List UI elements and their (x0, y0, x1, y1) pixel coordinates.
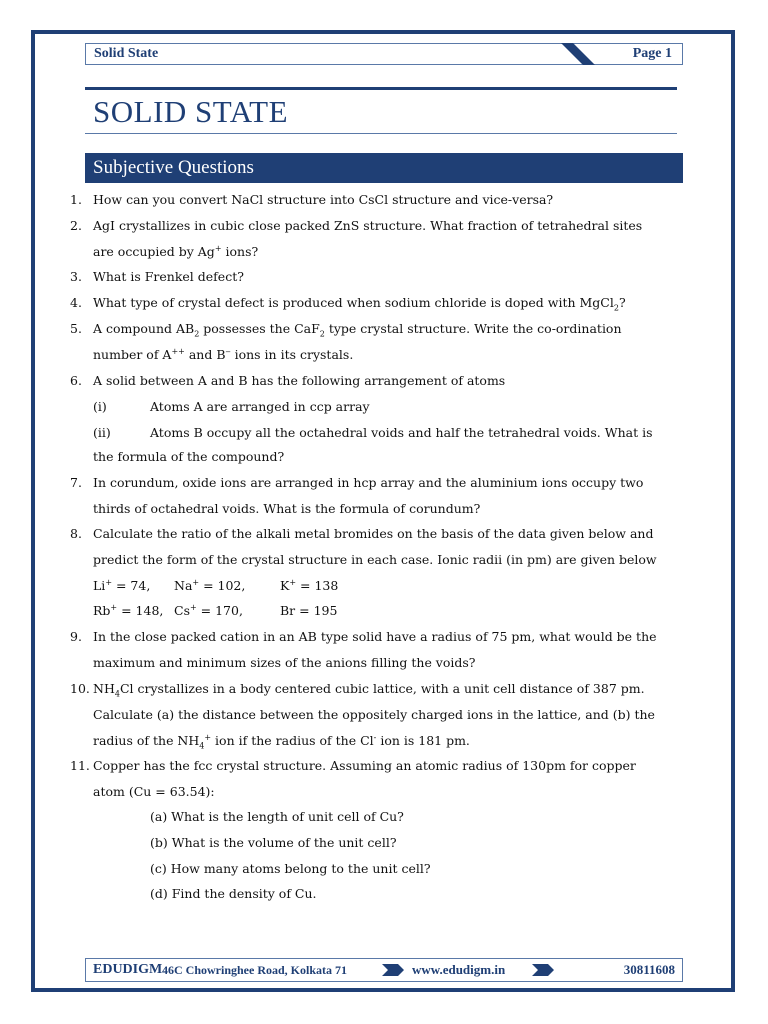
ion: Li (93, 578, 106, 593)
sub-item-text: Atoms B occupy all the octahedral voids and half the tetrahedral voids. What is (150, 425, 653, 440)
superscript: + (192, 577, 200, 587)
question-text (93, 624, 674, 676)
question-text (93, 213, 674, 265)
section-heading (85, 153, 683, 183)
running-footer (85, 958, 683, 982)
text-line: Copper has the fcc crystal structure. Assuming an atomic radius of 130pm for copper (93, 758, 636, 773)
question-8 (70, 521, 674, 573)
question-number: 6. (70, 373, 82, 388)
question-text (93, 470, 674, 522)
radii-row-2-rb (93, 598, 163, 624)
text-part: possesses the CaF (199, 321, 320, 336)
text-line: Calculate the ratio of the alkali metal bromides on the basis of the data given below and (93, 526, 654, 541)
question-number: 11. (70, 758, 90, 773)
question-number: 3. (70, 269, 82, 284)
superscript: + (289, 577, 297, 587)
text-part: ions in its crystals. (230, 347, 354, 362)
question-text (93, 521, 674, 573)
superscript: + (105, 577, 113, 587)
radii-row-2-cs (174, 598, 243, 624)
question-number: 7. (70, 475, 82, 490)
footer-phone: 30811608 (623, 962, 675, 977)
sub-question-a: (a) What is the length of unit cell of Cu? (150, 809, 404, 824)
question-text (93, 316, 674, 368)
subscript: 2 (319, 329, 325, 339)
footer-website: www.edudigm.in (412, 962, 506, 977)
question-7 (70, 470, 674, 522)
text-part: Cl crystallizes in a body centered cubic lattice, with a unit cell distance of 387 pm. (119, 681, 645, 696)
question-11 (70, 753, 674, 805)
running-header (85, 43, 683, 65)
title-rule-bottom (85, 133, 677, 134)
ion: Cs (174, 603, 190, 618)
subscript: 2 (613, 303, 619, 313)
value: = 148, (117, 603, 164, 618)
text-line: predict the form of the crystal structure in each case. Ionic radii (in pm) are given below (93, 552, 657, 567)
radii-row-1-li (93, 573, 150, 599)
subscript: 4 (114, 689, 120, 699)
question-2 (70, 213, 674, 265)
text-part: number of A (93, 347, 172, 362)
sub-question-c: (c) How many atoms belong to the unit cell? (150, 861, 431, 876)
section-heading-text: Subjective Questions (93, 157, 254, 178)
text-line: ions? (221, 244, 259, 259)
superscript: ++ (171, 346, 185, 356)
question-number: 1. (70, 192, 82, 207)
sub-question-b: (b) What is the volume of the unit cell? (150, 835, 397, 850)
radii-row-1-na (174, 573, 245, 599)
question-5 (70, 316, 674, 368)
question-number: 10. (70, 681, 90, 696)
sub-item-label: (i) (93, 399, 107, 414)
question-1 (70, 187, 674, 213)
sub-item-label: (ii) (93, 425, 111, 440)
superscript: + (214, 243, 222, 253)
radii-row-1-k (280, 573, 338, 599)
text-part: A compound AB (93, 321, 195, 336)
value: = 170, (196, 603, 243, 618)
text-part: ion is 181 pm. (376, 733, 470, 748)
question-3 (70, 264, 674, 290)
sub-item-text: the formula of the compound? (93, 449, 285, 464)
footer-address: 46C Chowringhee Road, Kolkata 71 (162, 963, 348, 977)
footer-arrow-icon (532, 962, 556, 978)
question-number: 2. (70, 218, 82, 233)
value: = 138 (296, 578, 339, 593)
superscript: + (110, 602, 118, 612)
question-number: 5. (70, 321, 82, 336)
question-text: What is Frenkel defect? (93, 269, 244, 284)
sub-question-d: (d) Find the density of Cu. (150, 886, 317, 901)
radii-row-2-br (280, 598, 337, 624)
ion: Na (174, 578, 193, 593)
text-line: Calculate (a) the distance between the oppositely charged ions in the lattice, and (b) the (93, 707, 655, 722)
superscript: + (204, 732, 212, 742)
value: = 195 (295, 603, 338, 618)
subscript: 2 (194, 329, 200, 339)
subscript: 4 (199, 741, 205, 751)
ion: Rb (93, 603, 111, 618)
question-text: How can you convert NaCl structure into CsCl structure and vice-versa? (93, 192, 554, 207)
superscript: + (189, 602, 197, 612)
page-title: SOLID STATE (93, 94, 289, 129)
question-10 (70, 676, 674, 754)
question-number: 4. (70, 295, 82, 310)
value: = 102, (199, 578, 246, 593)
text-line: thirds of octahedral voids. What is the formula of corundum? (93, 501, 481, 516)
footer-arrow-icon (382, 962, 406, 978)
question-6 (70, 368, 674, 394)
footer-brand: EDUDIGM (93, 962, 163, 977)
ion: Br (280, 603, 296, 618)
question-text (93, 753, 674, 805)
text-line: In the close packed cation in an AB type solid have a radius of 75 pm, what would be the (93, 629, 657, 644)
sub-item-text: Atoms A are arranged in ccp array (150, 399, 370, 414)
question-9 (70, 624, 674, 676)
text-line: maximum and minimum sizes of the anions filling the voids? (93, 655, 476, 670)
text-line: What type of crystal defect is produced when sodium chloride is doped with MgCl (93, 295, 614, 310)
superscript: - (373, 732, 377, 742)
text-part: and B (184, 347, 226, 362)
text-line: atom (Cu = 63.54): (93, 784, 215, 799)
header-ribbon-icon (561, 43, 601, 65)
question-text: A solid between A and B has the following arrangement of atoms (93, 373, 506, 388)
question-4 (70, 290, 674, 316)
value: = 74, (112, 578, 151, 593)
question-number: 9. (70, 629, 82, 644)
question-number: 8. (70, 526, 82, 541)
question-text (93, 676, 674, 754)
text-part: type crystal structure. Write the co-ordination (324, 321, 622, 336)
text-line: In corundum, oxide ions are arranged in hcp array and the aluminium ions occupy two (93, 475, 644, 490)
text-part: ion if the radius of the Cl (211, 733, 374, 748)
text-part: NH (93, 681, 115, 696)
text-line: are occupied by Ag (93, 244, 215, 259)
question-text: What type of crystal defect is produced when sodium chloride is doped with MgCl$_2$? (93, 295, 626, 313)
header-page-number: Page 1 (632, 46, 672, 61)
title-rule-top (85, 87, 677, 90)
superscript: ‒ (225, 346, 231, 356)
ion: K (280, 578, 290, 593)
header-subject: Solid State (94, 46, 159, 61)
text-part: radius of the NH (93, 733, 200, 748)
text-line: AgI crystallizes in cubic close packed ZnS structure. What fraction of tetrahedral sites (93, 218, 643, 233)
